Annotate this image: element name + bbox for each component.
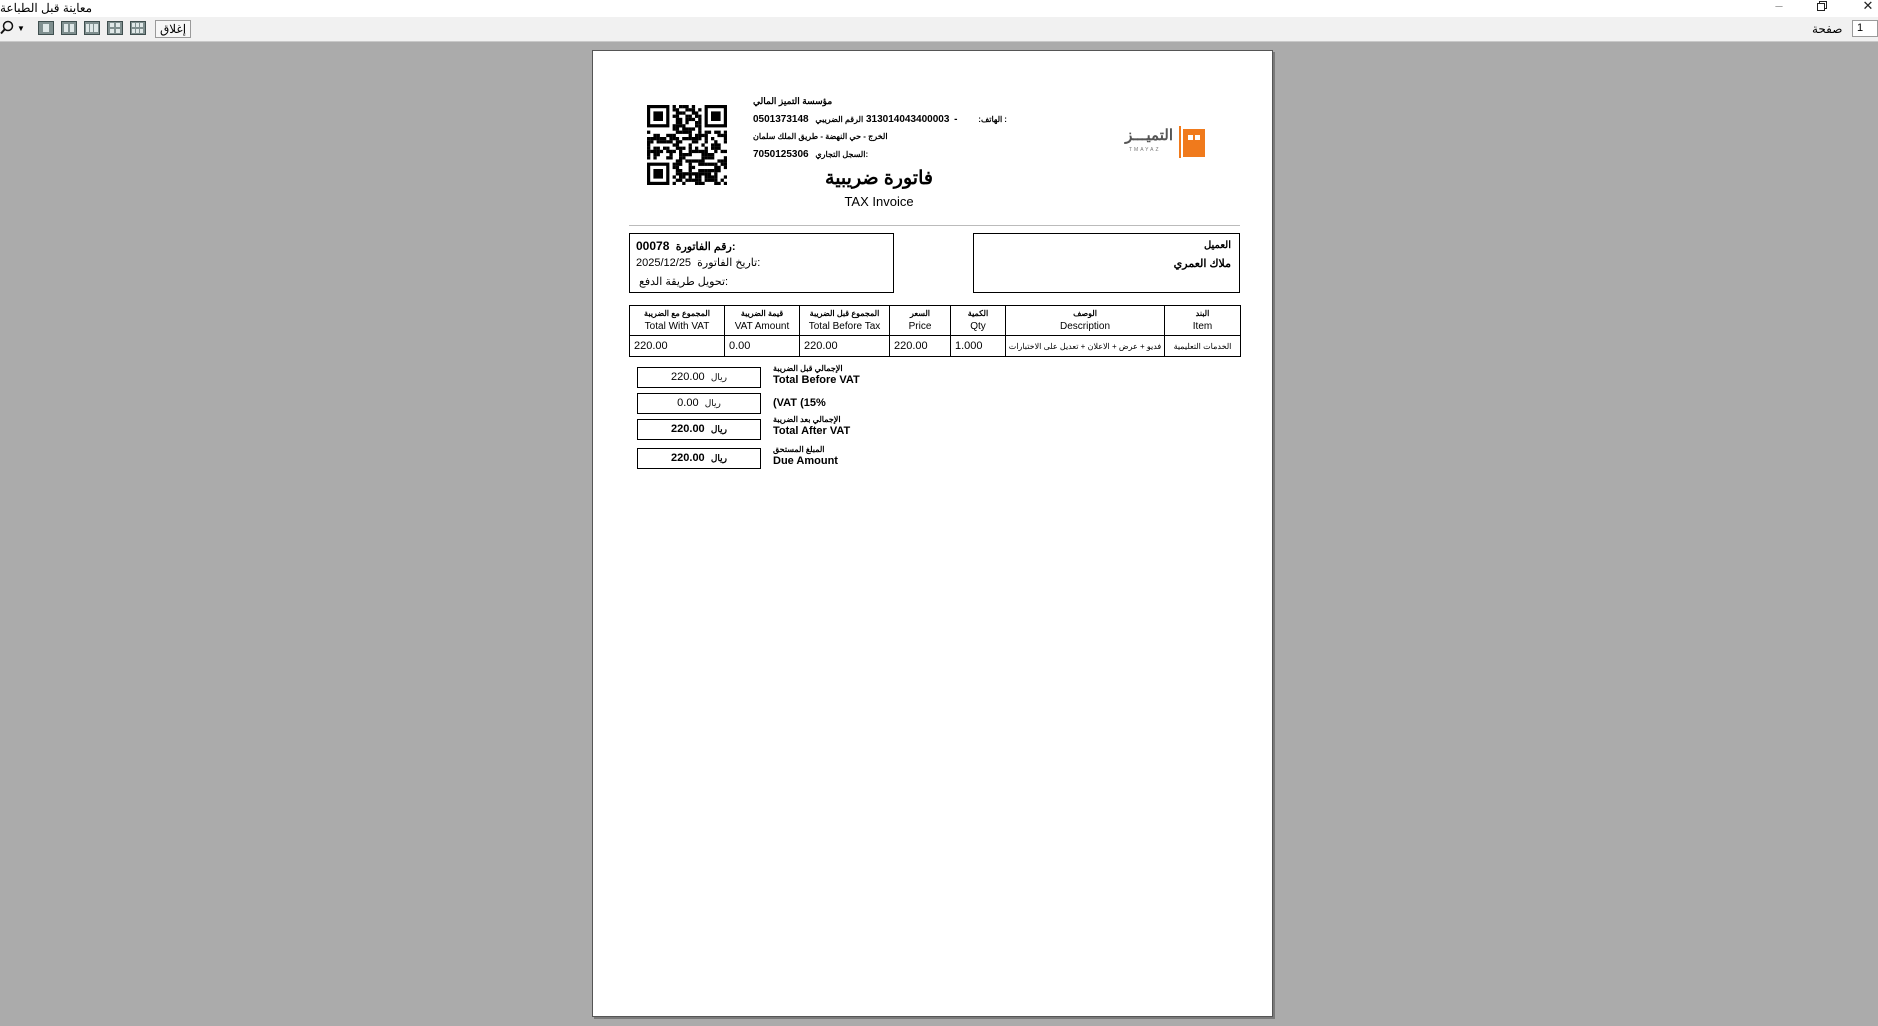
- cr-label: السجل التجاري:: [815, 150, 869, 159]
- payment-method-label: طريقة الدفع:: [639, 276, 729, 288]
- customer-label: العميل: [1203, 240, 1231, 251]
- invoice-number: 00078: [636, 239, 670, 253]
- invoice-info-box: [629, 233, 894, 293]
- title-bar: [0, 0, 1878, 17]
- preview-toolbar: [0, 17, 1878, 42]
- header-divider: [629, 225, 1240, 226]
- restore-icon[interactable]: [1815, 0, 1829, 14]
- page-label: صفحة: [1812, 22, 1843, 36]
- three-page-view-icon[interactable]: [84, 21, 100, 35]
- total-after-vat-box: 220.00 ريال: [637, 419, 761, 440]
- tax-phone-line: [753, 113, 1007, 126]
- total-after-vat-label: الإجمالي بعد الضريبة Total After VAT: [773, 415, 851, 437]
- payment-method: تحويل: [697, 276, 726, 288]
- page-number-input[interactable]: 1: [1852, 20, 1878, 37]
- cr-number: 7050125306: [753, 149, 809, 160]
- col-description: الوصف Description: [1006, 306, 1165, 336]
- company-name: مؤسسة التميز المالي: [753, 96, 833, 106]
- invoice-date-label: تاريخ الفاتورة:: [697, 257, 761, 269]
- logo-mark: [1183, 129, 1205, 157]
- logo-text: التميـــز: [1125, 127, 1173, 144]
- customer-name: ملاك العمري: [1173, 258, 1231, 270]
- close-window-icon[interactable]: ✕: [1862, 0, 1874, 13]
- invoice-date: 2025/12/25: [636, 257, 692, 269]
- company-logo: [1123, 125, 1209, 165]
- cell-description: فديو + عرض + الاعلان + تعديل على الاختبارات: [1006, 336, 1165, 357]
- col-vat-amount: قيمة الضريبة VAT Amount: [725, 306, 800, 336]
- cell-vat-amount: 0.00: [725, 336, 800, 357]
- six-page-view-icon[interactable]: [130, 21, 146, 35]
- customer-box: [973, 233, 1240, 293]
- separator: -: [954, 114, 958, 125]
- total-before-vat-box: 220.00 ريال: [637, 367, 761, 388]
- invoice-title-ar: فاتورة ضريبية: [825, 168, 933, 189]
- window-title: معاينة قبل الطباعة: [0, 1, 93, 15]
- payment-method-line: [636, 275, 728, 289]
- qr-code: [647, 105, 727, 185]
- four-page-view-icon[interactable]: [107, 21, 123, 35]
- table-header-row: [630, 306, 1241, 336]
- total-before-vat-label: الإجمالي قبل الضريبة Total Before VAT: [773, 364, 860, 386]
- col-qty: الكمية Qty: [951, 306, 1006, 336]
- table-row: [630, 336, 1241, 357]
- zoom-dropdown-arrow-icon[interactable]: ▼: [17, 24, 25, 33]
- logo-subtext: TMAYAZ: [1129, 147, 1161, 153]
- tax-number-label: الرقم الضريبي:: [815, 115, 1007, 124]
- vat-box: 0.00 ريال: [637, 393, 761, 414]
- logo-bar: [1179, 126, 1181, 158]
- invoice-number-line: [636, 239, 735, 254]
- invoice-title-en: TAX Invoice: [844, 194, 914, 209]
- invoice-number-label: رقم الفاتورة:: [675, 241, 736, 253]
- minimize-icon[interactable]: –: [1775, 0, 1783, 13]
- cell-qty: 1.000: [951, 336, 1006, 357]
- items-table: [629, 305, 1241, 357]
- col-total-with-vat: المجموع مع الضريبة Total With VAT: [630, 306, 725, 336]
- vat-label: (VAT (15%: [773, 397, 826, 409]
- company-address: الخرج - حي النهضة - طريق الملك سلمان: [753, 132, 888, 141]
- invoice-date-line: [636, 256, 760, 270]
- cr-line: [753, 148, 868, 161]
- col-price: السعر Price: [890, 306, 951, 336]
- cell-total-with-vat: 220.00: [630, 336, 725, 357]
- cell-price: 220.00: [890, 336, 951, 357]
- cell-item: الخدمات التعليمية: [1165, 336, 1241, 357]
- due-amount-box: 220.00 ريال: [637, 448, 761, 469]
- zoom-icon[interactable]: [0, 20, 14, 41]
- cell-total-before-tax: 220.00: [800, 336, 890, 357]
- phone-label: الهاتف:: [978, 115, 1003, 124]
- col-item: البند Item: [1165, 306, 1241, 336]
- col-total-before-tax: المجموع قبل الضريبة Total Before Tax: [800, 306, 890, 336]
- invoice-page: [592, 50, 1273, 1017]
- close-preview-button[interactable]: إغلاق: [155, 20, 191, 38]
- one-page-view-icon[interactable]: [38, 21, 54, 35]
- due-amount-label: المبلغ المستحق Due Amount: [773, 445, 838, 467]
- tax-number: 313014043400003: [865, 114, 950, 125]
- two-page-view-icon[interactable]: [61, 21, 77, 35]
- phone-number: 0501373148: [753, 114, 809, 125]
